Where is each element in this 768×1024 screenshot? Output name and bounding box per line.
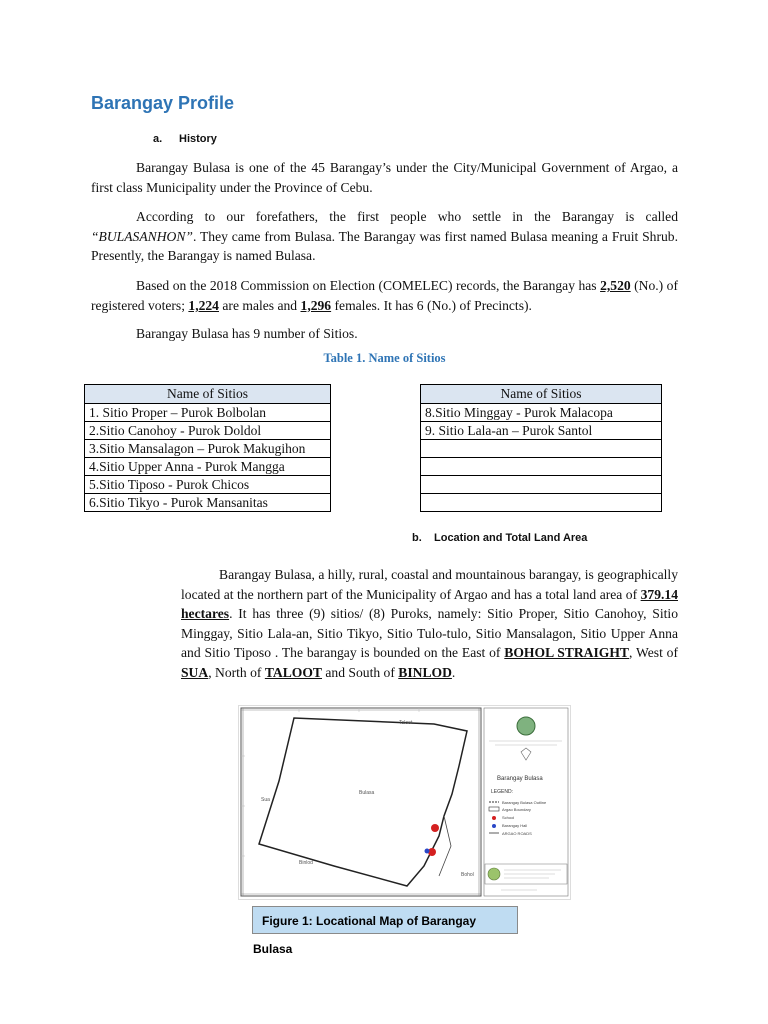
- table-row: [421, 422, 662, 440]
- map-label-west: Sua: [261, 797, 270, 803]
- table-row: [421, 476, 662, 494]
- section-a-title: History: [179, 133, 217, 145]
- paragraph-text: (No.) of registered voters;: [91, 278, 678, 313]
- table-row: [421, 494, 662, 512]
- bulasanhon-term: “BULASANHON”: [91, 228, 193, 244]
- sitio-cell: [421, 440, 662, 458]
- map-label-center: Bulasa: [359, 790, 375, 796]
- map-graphic: [239, 706, 570, 899]
- map-label-south: Binlod: [299, 860, 313, 866]
- legend-item: Barangay Bulasa Outline: [502, 800, 547, 805]
- legend-item: Argao Boundary: [502, 807, 531, 812]
- paragraph-text: Barangay Bulasa is one of the 45 Barangay’s under the City/Municipal Government of Argao, a first class Municipality under the Province of Cebu.: [91, 160, 678, 195]
- legend-heading: LEGEND:: [491, 789, 513, 795]
- paragraph-text: and South of: [322, 664, 399, 680]
- voters-count: 2,520: [600, 278, 631, 293]
- map-label-east: Bohol: [461, 872, 474, 878]
- females-count: 1,296: [300, 297, 332, 313]
- paragraph-text: According to our forefathers, the first people who settle in the Barangay is called: [136, 209, 678, 224]
- boundary-west: SUA: [181, 664, 209, 680]
- table-row: [85, 404, 331, 422]
- legend-item: ARGAO ROADS: [502, 831, 532, 836]
- table-row: [85, 476, 331, 494]
- section-b-mark: b.: [412, 532, 422, 544]
- table-row: [421, 404, 662, 422]
- table-row: [421, 440, 662, 458]
- figure-caption: Figure 1: Locational Map of Barangay Bulasa: [252, 906, 518, 934]
- paragraph-location: [181, 565, 678, 683]
- paragraph-history-1: [91, 158, 678, 197]
- paragraph-sitio-count: [91, 324, 678, 344]
- paragraph-text: , West of: [629, 645, 679, 661]
- section-a-mark: a.: [153, 133, 163, 145]
- boundary-south: BINLOD: [398, 664, 452, 680]
- sitio-cell: 2.Sitio Canohoy - Purok Doldol: [85, 422, 331, 440]
- school-marker: [431, 824, 439, 832]
- geo-office-logo: [488, 868, 500, 880]
- table-caption: Table 1. Name of Sitios: [323, 351, 446, 365]
- legend-title: Barangay Bulasa: [497, 776, 543, 782]
- section-a-heading: [153, 133, 217, 145]
- paragraph-history-2: [91, 207, 678, 266]
- page-title: Barangay Profile: [91, 93, 235, 113]
- sitios-table-left: [84, 384, 331, 512]
- paragraph-text: Based on the 2018 Commission on Election (COMELEC) records, the Barangay has: [136, 278, 601, 293]
- paragraph-text: , North of: [208, 664, 265, 680]
- section-b-title: Location and Total Land Area: [434, 532, 588, 544]
- sitio-cell: 3.Sitio Mansalagon – Purok Makugihon: [85, 440, 331, 458]
- sitio-cell: [421, 494, 662, 512]
- sitio-cell: 8.Sitio Minggay - Purok Malacopa: [421, 404, 662, 422]
- map-label-north: Taloot: [399, 720, 413, 726]
- legend-item: Barangay Hall: [502, 823, 528, 828]
- paragraph-text: are males and: [218, 297, 301, 313]
- municipal-seal: [517, 717, 535, 735]
- paragraph-text: Barangay Bulasa has 9 number of Sitios.: [136, 326, 358, 341]
- boundary-east: BOHOL STRAIGHT: [504, 645, 630, 661]
- paragraph-comelec: [91, 276, 678, 315]
- males-count: 1,224: [188, 297, 219, 313]
- section-b-heading: [412, 532, 587, 544]
- table-row: [421, 458, 662, 476]
- sitio-cell: 5.Sitio Tiposo - Purok Chicos: [85, 476, 331, 494]
- sitio-cell: 4.Sitio Upper Anna - Purok Mangga: [85, 458, 331, 476]
- table-header: Name of Sitios: [85, 385, 331, 404]
- sitio-cell: 1. Sitio Proper – Purok Bolbolan: [85, 404, 331, 422]
- sitio-cell: 9. Sitio Lala-an – Purok Santol: [421, 422, 662, 440]
- table-row: [85, 440, 331, 458]
- locational-map: [238, 705, 571, 900]
- table-row: [85, 458, 331, 476]
- boundary-north: TALOOT: [264, 664, 322, 680]
- paragraph-text: Barangay Bulasa, a hilly, rural, coastal and mountainous barangay, is geographically located at the northern part of the Municipality of Argao and has a total land area of: [181, 567, 678, 602]
- paragraph-text: .: [451, 664, 456, 680]
- legend-item: School: [502, 815, 515, 820]
- sitios-table-right: [420, 384, 662, 512]
- paragraph-text: females. It has 6 (No.) of Precincts).: [331, 297, 532, 313]
- paragraph-text: . It has three (9) sitios/ (8) Puroks, namely: Sitio Proper, Sitio Canohoy, Sitio Minggay, Sitio Lala-an, Sitio Tikyo, Sitio Tulo-tulo, Sitio Mansalagon, Sitio Upper Anna and Sitio Tiposo . The barangay is bounded on the East of: [181, 606, 678, 661]
- sitio-cell: 6.Sitio Tikyo - Purok Mansanitas: [85, 494, 331, 512]
- paragraph-text: . They came from Bulasa. The Barangay was first named Bulasa meaning a Fruit Shrub. Presently, the Barangay is named Bulasa.: [91, 228, 678, 264]
- land-area: 379.14 hectares: [181, 586, 678, 622]
- sitio-cell: [421, 458, 662, 476]
- table-row: [85, 422, 331, 440]
- sitio-cell: [421, 476, 662, 494]
- barangay-hall-marker: [425, 849, 430, 854]
- table-header: Name of Sitios: [421, 385, 662, 404]
- table-row: [85, 494, 331, 512]
